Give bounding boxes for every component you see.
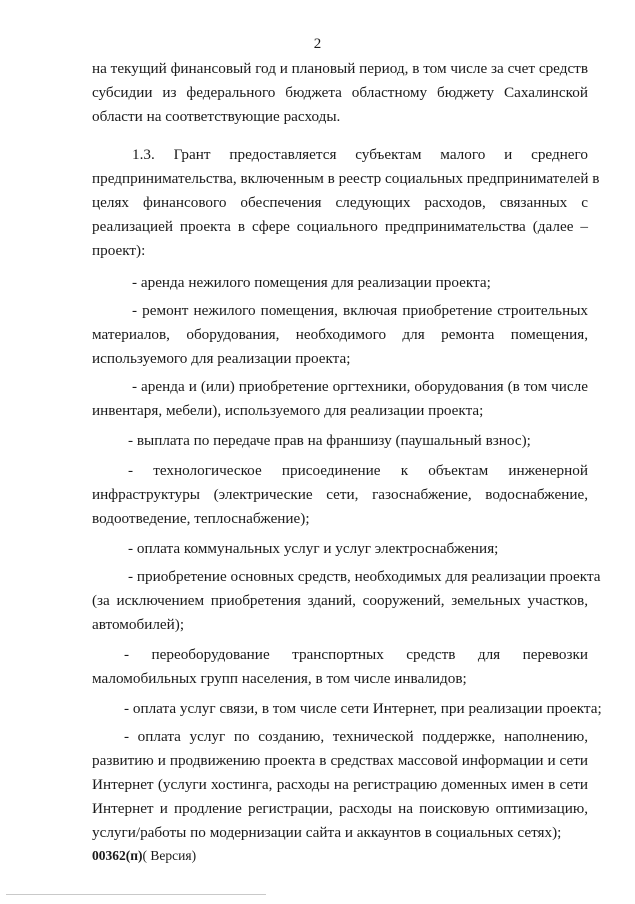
text-line: целях финансового обеспечения следующих расходов, связанных с: [92, 194, 588, 211]
scan-edge-line: [6, 894, 266, 895]
text-line: - приобретение основных средств, необходимых для реализации проекта: [128, 568, 601, 585]
document-version: ( Версия): [142, 848, 197, 863]
text-line: Интернет (услуги хостинга, расходы на регистрацию доменных имен в сети: [92, 776, 588, 793]
text-line: области на соответствующие расходы.: [92, 108, 341, 125]
text-line: услуги/работы по модернизации сайта и аккаунтов в социальных сетях);: [92, 824, 562, 841]
page-number: 2: [313, 36, 322, 52]
text-line: инфраструктуры (электрические сети, газоснабжение, водоснабжение,: [92, 486, 588, 503]
text-line: маломобильных групп населения, в том числе инвалидов;: [92, 670, 467, 687]
text-line: Интернет и продление регистрации, расходы на поисковую оптимизацию,: [92, 800, 588, 817]
text-line: автомобилей);: [92, 616, 185, 633]
text-line: - оплата услуг по созданию, технической поддержке, наполнению,: [124, 728, 588, 745]
text-line: - выплата по передаче прав на франшизу (паушальный взнос);: [128, 432, 531, 449]
text-line: проект):: [92, 242, 146, 259]
text-line: 1.3. Грант предоставляется субъектам малого и среднего: [132, 146, 588, 163]
text-line: инвентаря, мебели), используемого для реализации проекта;: [92, 402, 484, 419]
text-line: реализацией проекта в сфере социального предпринимательства (далее –: [92, 218, 588, 235]
text-line: - технологическое присоединение к объектам инженерной: [128, 462, 588, 479]
text-line: - ремонт нежилого помещения, включая приобретение строительных: [132, 302, 588, 319]
text-line: материалов, оборудования, необходимого для ремонта помещения,: [92, 326, 588, 343]
text-line: - оплата услуг связи, в том числе сети Интернет, при реализации проекта;: [124, 700, 602, 717]
document-code: 00362(п): [92, 848, 143, 863]
text-line: - оплата коммунальных услуг и услуг электроснабжения;: [128, 540, 499, 557]
text-line: предпринимательства, включенным в реестр социальных предпринимателей в: [92, 170, 600, 187]
text-line: на текущий финансовый год и плановый период, в том числе за счет средств: [92, 60, 588, 77]
text-line: развитию и продвижению проекта в средствах массовой информации и сети: [92, 752, 588, 769]
text-line: - аренда нежилого помещения для реализации проекта;: [132, 274, 491, 291]
text-line: субсидии из федерального бюджета областному бюджету Сахалинской: [92, 84, 588, 101]
text-line: - аренда и (или) приобретение оргтехники, оборудования (в том числе: [132, 378, 588, 395]
text-line: - переоборудование транспортных средств для перевозки: [124, 646, 588, 663]
document-footer: [92, 846, 196, 866]
text-line: (за исключением приобретения зданий, сооружений, земельных участков,: [92, 592, 588, 609]
text-line: водоотведение, теплоснабжение);: [92, 510, 310, 527]
text-line: используемого для реализации проекта;: [92, 350, 351, 367]
